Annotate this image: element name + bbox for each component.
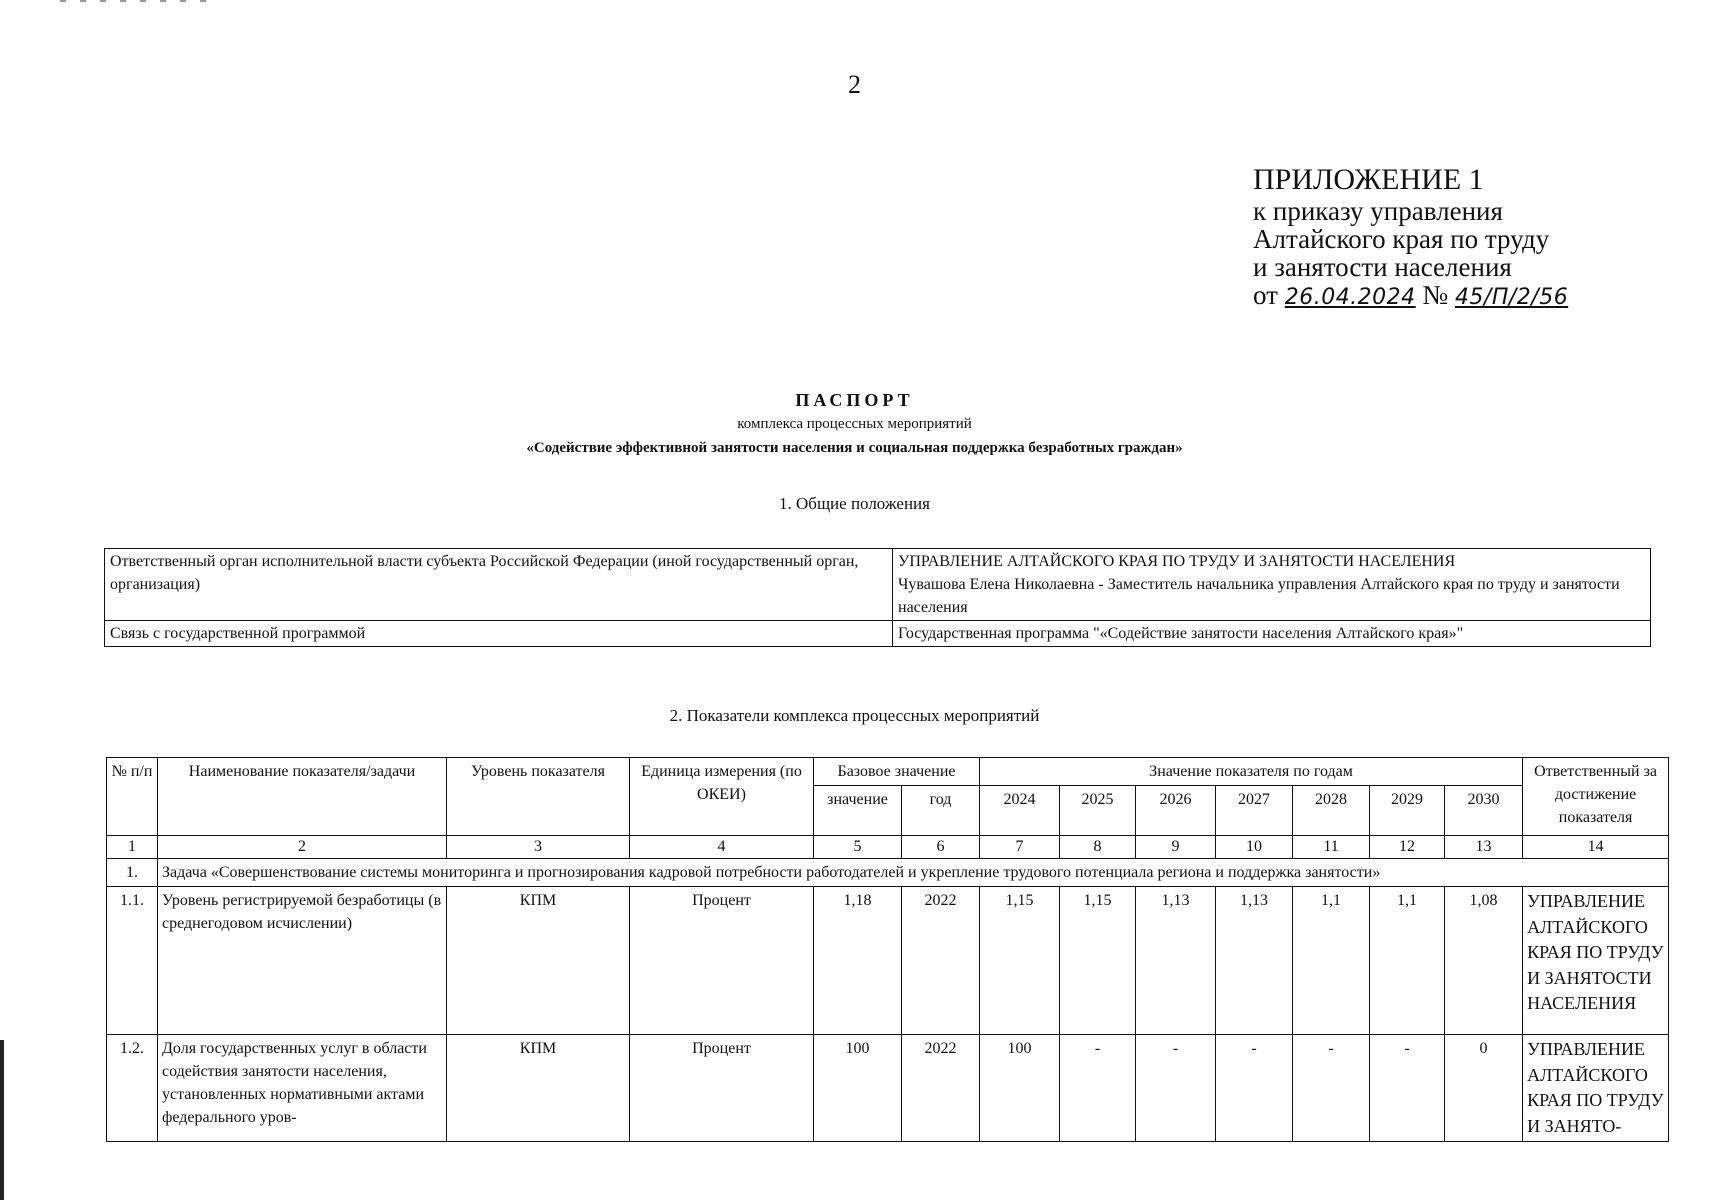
year-value: 0 (1445, 1035, 1523, 1142)
year-value: 1,1 (1370, 887, 1445, 1035)
header-base-year: год (902, 786, 980, 836)
column-number: 11 (1293, 836, 1370, 859)
program-link-value: Государственная программа "«Содействие занятости населения Алтайского края»" (893, 621, 1651, 647)
responsible-org: УПРАВЛЕНИЕ АЛТАЙСКОГО КРАЯ ПО ТРУДУ И ЗАНЯТО- (1523, 1035, 1669, 1142)
responsible-org: УПРАВЛЕНИЕ АЛТАЙСКОГО КРАЯ ПО ТРУДУ И ЗАНЯТОСТИ НАСЕЛЕНИЯ (1523, 887, 1669, 1035)
header-year: 2028 (1293, 786, 1370, 836)
page-number: 2 (848, 70, 861, 99)
scan-edge-mark (0, 1040, 4, 1200)
responsible-body-value (893, 549, 1651, 621)
column-numbers-row (107, 836, 1669, 859)
header-base: Базовое значение (814, 758, 980, 786)
date-prefix: от (1253, 280, 1278, 310)
row-num: 1.1. (107, 887, 158, 1035)
header-level: Уровень показателя (447, 758, 630, 836)
base-year: 2022 (902, 887, 980, 1035)
header-name: Наименование показателя/задачи (158, 758, 447, 836)
header-year: 2027 (1216, 786, 1293, 836)
base-value: 100 (814, 1035, 902, 1142)
year-value: - (1136, 1035, 1216, 1142)
year-value: 1,15 (1060, 887, 1136, 1035)
indicator-level: КПМ (447, 887, 630, 1035)
column-number: 6 (902, 836, 980, 859)
table-row (105, 549, 1651, 621)
year-value: 1,1 (1293, 887, 1370, 1035)
responsible-body-label: Ответственный орган исполнительной власти субъекта Российской Федерации (иной государственный орган, организация) (105, 549, 893, 621)
column-number: 5 (814, 836, 902, 859)
appendix-block (1253, 163, 1568, 312)
indicator-unit: Процент (630, 887, 814, 1035)
indicators-table (106, 757, 1669, 1142)
general-info-table (104, 548, 1651, 647)
number-prefix: № (1422, 280, 1449, 310)
column-number: 1 (107, 836, 158, 859)
base-year: 2022 (902, 1035, 980, 1142)
table-row (107, 887, 1669, 1035)
year-value: 1,13 (1216, 887, 1293, 1035)
column-number: 7 (980, 836, 1060, 859)
row-num: 1.2. (107, 1035, 158, 1142)
header-num: № п/п (107, 758, 158, 836)
header-year: 2030 (1445, 786, 1523, 836)
header-year: 2026 (1136, 786, 1216, 836)
year-value: - (1370, 1035, 1445, 1142)
handwritten-number: 45/П/2/56 (1454, 285, 1569, 310)
passport-subtitle: комплекса процессных мероприятий (737, 416, 972, 432)
base-value: 1,18 (814, 887, 902, 1035)
header-year: 2029 (1370, 786, 1445, 836)
year-value: 1,08 (1445, 887, 1523, 1035)
indicator-name: Доля государственных услуг в области содействия занятости населения, установленных нормативными актами федерального уров- (158, 1035, 447, 1142)
passport-title: ПАСПОРТ (795, 390, 914, 410)
table-row (107, 1035, 1669, 1142)
column-number: 2 (158, 836, 447, 859)
task-num: 1. (107, 859, 158, 887)
year-value: - (1060, 1035, 1136, 1142)
indicator-unit: Процент (630, 1035, 814, 1142)
appendix-line-1: к приказу управления (1253, 196, 1503, 226)
task-row (107, 859, 1669, 887)
column-number: 9 (1136, 836, 1216, 859)
responsible-body-name: УПРАВЛЕНИЕ АЛТАЙСКОГО КРАЯ ПО ТРУДУ И ЗАНЯТОСТИ НАСЕЛЕНИЯ (898, 553, 1456, 570)
handwritten-date: 26.04.2024 (1284, 285, 1416, 310)
header-responsible: Ответственный за достижение показателя (1523, 758, 1669, 836)
section-2-title: 2. Показатели комплекса процессных мероприятий (669, 706, 1040, 725)
year-value: - (1293, 1035, 1370, 1142)
passport-name: «Содействие эффективной занятости населения и социальная поддержка безработных граждан» (526, 440, 1183, 456)
header-base-value: значение (814, 786, 902, 836)
year-value: 1,15 (980, 887, 1060, 1035)
indicator-level: КПМ (447, 1035, 630, 1142)
program-link-label: Связь с государственной программой (105, 621, 893, 647)
header-year: 2025 (1060, 786, 1136, 836)
scan-dots-mark (60, 0, 210, 2)
task-text: Задача «Совершенствование системы мониторинга и прогнозирования кадровой потребности работодателей и укрепление трудового потенциала региона и поддержка занятости» (158, 859, 1669, 887)
header-by-years: Значение показателя по годам (980, 758, 1523, 786)
appendix-title: ПРИЛОЖЕНИЕ 1 (1253, 163, 1484, 196)
year-value: - (1216, 1035, 1293, 1142)
column-number: 8 (1060, 836, 1136, 859)
year-value: 100 (980, 1035, 1060, 1142)
header-unit: Единица измерения (по ОКЕИ) (630, 758, 814, 836)
table-header-row (107, 758, 1669, 786)
table-row (105, 621, 1651, 647)
appendix-line-3: и занятости населения (1253, 252, 1512, 282)
indicator-name: Уровень регистрируемой безработицы (в среднегодовом исчислении) (158, 887, 447, 1035)
column-number: 10 (1216, 836, 1293, 859)
section-1-title: 1. Общие положения (779, 494, 930, 513)
year-value: 1,13 (1136, 887, 1216, 1035)
column-number: 13 (1445, 836, 1523, 859)
appendix-line-2: Алтайского края по труду (1253, 224, 1550, 254)
responsible-person: Чувашова Елена Николаевна - Заместитель начальника управления Алтайского края по труду и занятости населения (898, 576, 1620, 616)
header-year: 2024 (980, 786, 1060, 836)
column-number: 4 (630, 836, 814, 859)
column-number: 3 (447, 836, 630, 859)
column-number: 12 (1370, 836, 1445, 859)
column-number: 14 (1523, 836, 1669, 859)
appendix-date-line (1253, 281, 1568, 312)
